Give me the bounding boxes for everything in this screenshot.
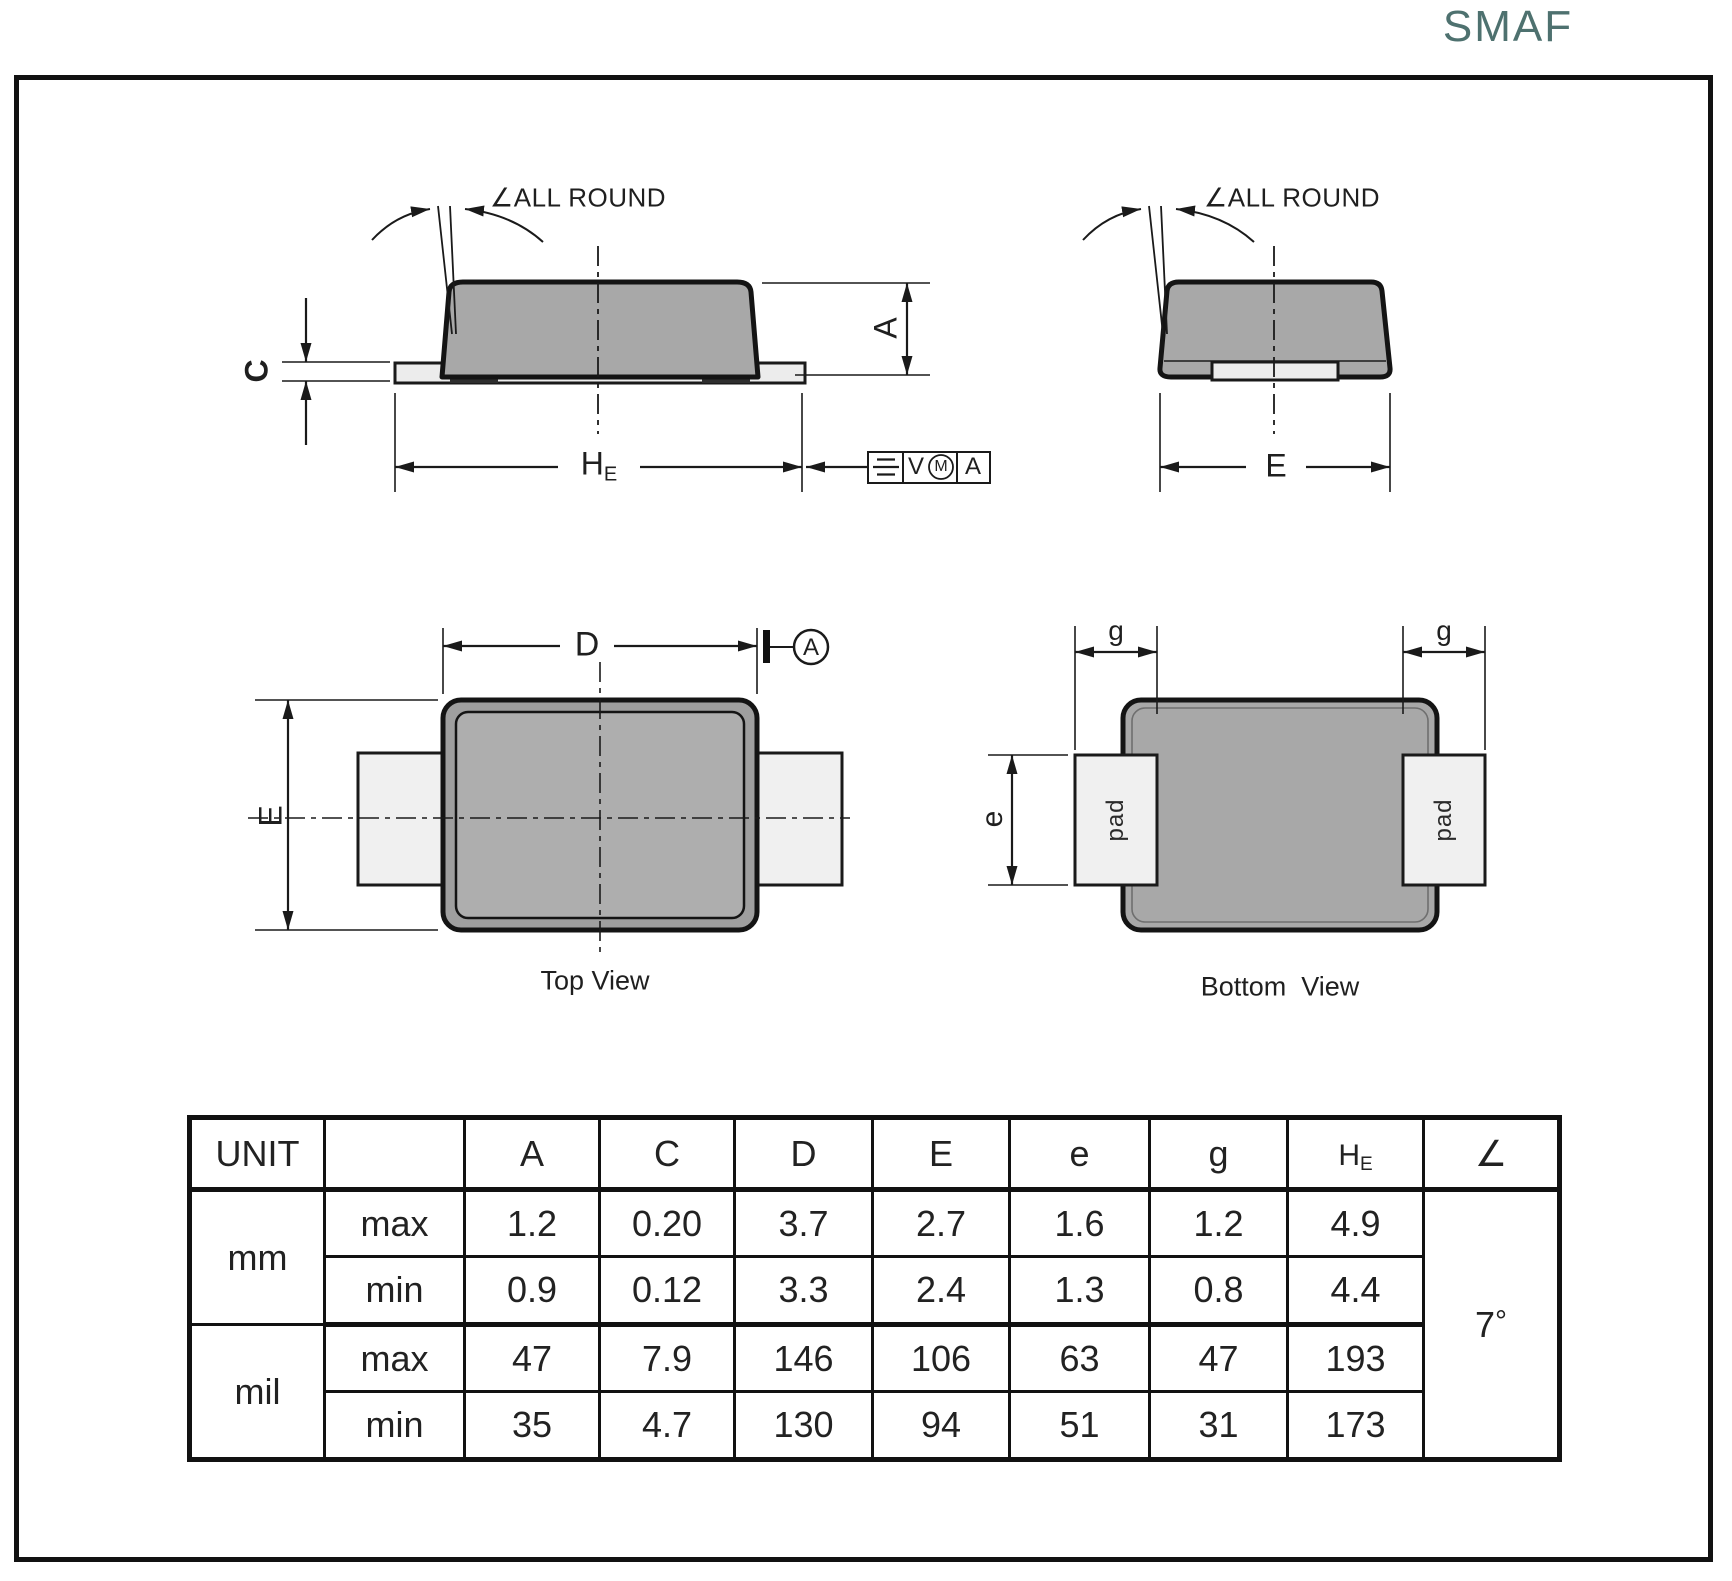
cell-mil-max-E: 106 bbox=[873, 1325, 1010, 1392]
end-view bbox=[1083, 206, 1390, 492]
cell-mm-max-he: 4.9 bbox=[1288, 1190, 1424, 1257]
header-e-upper: E bbox=[873, 1118, 1010, 1190]
fcf-datum: A bbox=[964, 453, 982, 480]
cell-mil-max-a: 47 bbox=[465, 1325, 600, 1392]
dim-label-c: C bbox=[238, 359, 275, 383]
header-a: A bbox=[465, 1118, 600, 1190]
bound-label: min bbox=[325, 1257, 465, 1325]
cell-mm-max-g: 1.2 bbox=[1150, 1190, 1288, 1257]
table-row-mil-max bbox=[190, 1325, 1560, 1392]
cell-mm-min-e: 1.3 bbox=[1010, 1257, 1150, 1325]
end-all-round-label: ∠ALL ROUND bbox=[1203, 182, 1381, 213]
cell-angle: 7° bbox=[1424, 1190, 1560, 1460]
top-view bbox=[248, 625, 850, 952]
feature-control-frame bbox=[806, 452, 990, 483]
datum-a-label: A bbox=[802, 634, 820, 661]
cell-mil-min-he: 173 bbox=[1288, 1392, 1424, 1460]
bound-label: max bbox=[325, 1325, 465, 1392]
side-all-round-label: ∠ALL ROUND bbox=[489, 182, 667, 213]
header-g: g bbox=[1150, 1118, 1288, 1190]
cell-mm-min-d: 3.3 bbox=[735, 1257, 873, 1325]
bound-label: max bbox=[325, 1190, 465, 1257]
cell-mm-max-a: 1.2 bbox=[465, 1190, 600, 1257]
cell-mil-max-g: 47 bbox=[1150, 1325, 1288, 1392]
header-d: D bbox=[735, 1118, 873, 1190]
cell-mil-min-E: 94 bbox=[873, 1392, 1010, 1460]
top-right-lead bbox=[750, 753, 842, 885]
side-body bbox=[442, 282, 758, 377]
fcf-tolerance: V bbox=[907, 453, 925, 480]
side-dim-c bbox=[282, 298, 390, 445]
bottom-view bbox=[988, 626, 1485, 930]
cell-mm-max-c: 0.20 bbox=[600, 1190, 735, 1257]
cell-mm-max-d: 3.7 bbox=[735, 1190, 873, 1257]
dim-label-e-top: E bbox=[252, 805, 289, 827]
table-header-row bbox=[190, 1118, 1560, 1190]
bound-label: min bbox=[325, 1392, 465, 1460]
dim-label-g-left: g bbox=[1108, 615, 1124, 646]
top-left-lead bbox=[358, 753, 450, 885]
cell-mil-min-g: 31 bbox=[1150, 1392, 1288, 1460]
dim-label-d: D bbox=[574, 625, 600, 664]
header-he: HE bbox=[1288, 1118, 1424, 1190]
cell-mil-min-a: 35 bbox=[465, 1392, 600, 1460]
unit-mm: mm bbox=[190, 1190, 325, 1325]
unit-mil: mil bbox=[190, 1325, 325, 1460]
header-blank bbox=[325, 1118, 465, 1190]
side-dim-a bbox=[762, 283, 930, 375]
dimension-table bbox=[187, 1115, 1562, 1462]
cell-mil-max-e: 63 bbox=[1010, 1325, 1150, 1392]
table-row-mil-min bbox=[190, 1392, 1560, 1460]
header-unit: UNIT bbox=[190, 1118, 325, 1190]
cell-mm-min-E: 2.4 bbox=[873, 1257, 1010, 1325]
cell-mm-min-g: 0.8 bbox=[1150, 1257, 1288, 1325]
dim-label-a: A bbox=[867, 317, 904, 339]
cell-mil-min-d: 130 bbox=[735, 1392, 873, 1460]
cell-mil-min-e: 51 bbox=[1010, 1392, 1150, 1460]
header-angle: ∠ bbox=[1424, 1118, 1560, 1190]
cell-mm-min-c: 0.12 bbox=[600, 1257, 735, 1325]
header-e-lower: e bbox=[1010, 1118, 1150, 1190]
cell-mm-min-a: 0.9 bbox=[465, 1257, 600, 1325]
top-dim-d bbox=[443, 625, 828, 694]
dim-label-e-end: E bbox=[1265, 447, 1287, 484]
cell-mil-max-c: 7.9 bbox=[600, 1325, 735, 1392]
cell-mm-max-e: 1.6 bbox=[1010, 1190, 1150, 1257]
table-row-mm-min bbox=[190, 1257, 1560, 1325]
page-title: SMAF bbox=[1442, 2, 1574, 51]
pad-label-right: pad bbox=[1430, 798, 1457, 842]
side-view bbox=[282, 206, 990, 492]
header-c: C bbox=[600, 1118, 735, 1190]
pad-label-left: pad bbox=[1102, 798, 1129, 842]
end-pad bbox=[1212, 362, 1338, 380]
dim-label-e-bottom: e bbox=[976, 810, 1009, 828]
bottom-view-caption: Bottom View bbox=[1200, 971, 1360, 1002]
top-view-caption: Top View bbox=[540, 965, 650, 996]
cell-mm-min-he: 4.4 bbox=[1288, 1257, 1424, 1325]
cell-mil-max-d: 146 bbox=[735, 1325, 873, 1392]
table-row-mm-max bbox=[190, 1190, 1560, 1257]
cell-mil-max-he: 193 bbox=[1288, 1325, 1424, 1392]
fcf-modifier-m: M bbox=[934, 458, 948, 475]
dim-label-he: HE bbox=[580, 445, 618, 486]
datum-tick bbox=[763, 630, 770, 663]
cell-mm-max-E: 2.7 bbox=[873, 1190, 1010, 1257]
bottom-body bbox=[1123, 700, 1437, 930]
dim-label-g-right: g bbox=[1436, 615, 1452, 646]
cell-mil-min-c: 4.7 bbox=[600, 1392, 735, 1460]
